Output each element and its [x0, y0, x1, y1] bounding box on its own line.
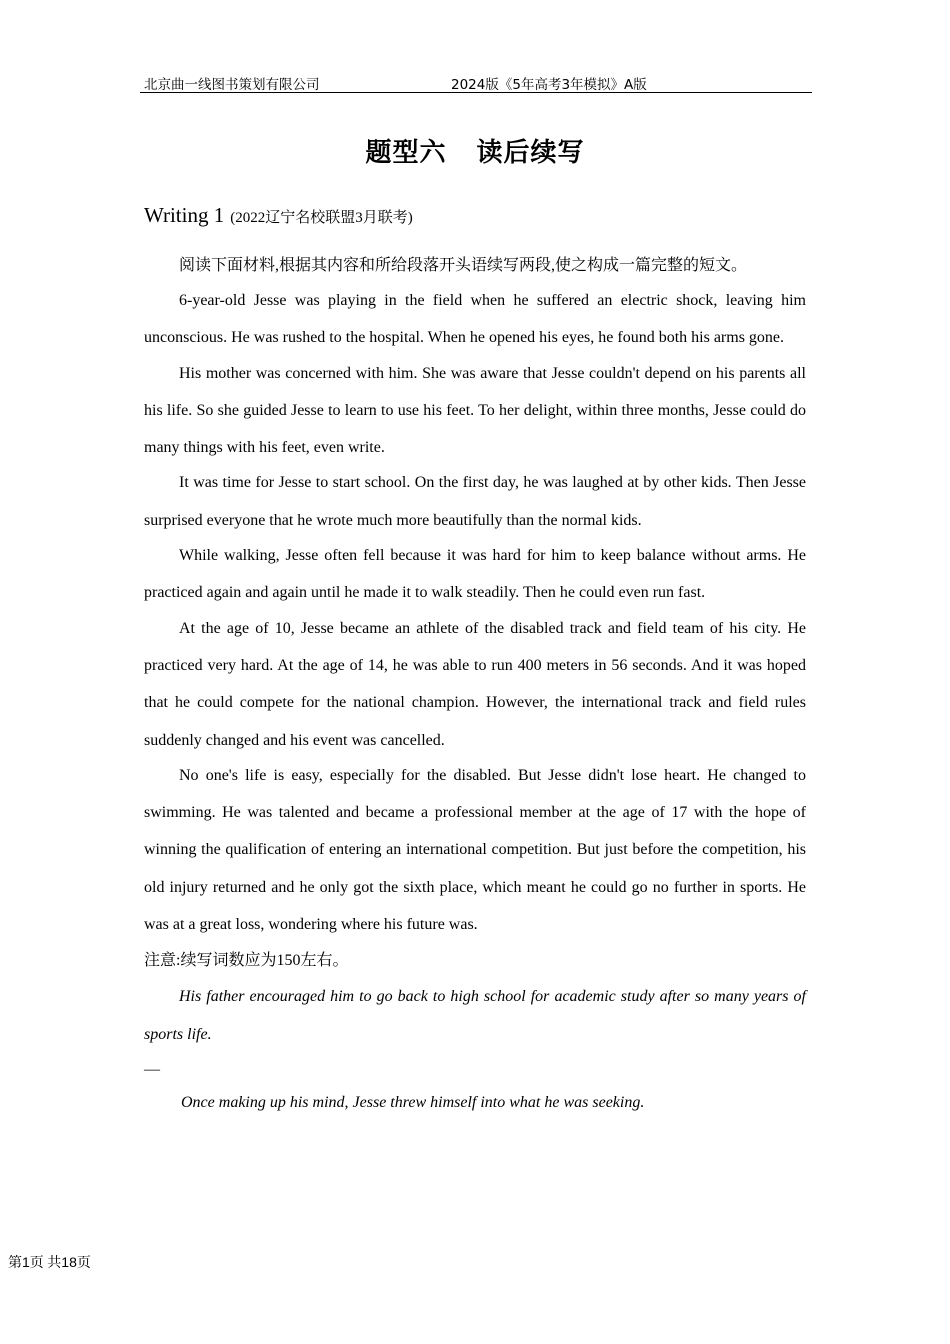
writing-heading: [144, 203, 413, 228]
story-paragraph: His mother was concerned with him. She was aware that Jesse couldn't depend on his parents all his life. So she guided Jesse to learn to use his feet. To her delight, within three months, Jesse could do many things with his feet, even write.: [144, 364, 806, 457]
instruction-text: 阅读下面材料,根据其内容和所给段落开头语续写两段,使之构成一篇完整的短文。: [179, 257, 748, 274]
continuation-opening-2: Once making up his mind, Jesse threw himself into what he was seeking.: [181, 1093, 645, 1111]
document-body: [144, 250, 806, 1119]
writing-label: Writing 1: [144, 203, 225, 227]
story-paragraph: It was time for Jesse to start school. On the first day, he was laughed at by other kids. Then Jesse surprised everyone that he wrote much more beautifully than the normal kids.: [144, 474, 806, 529]
story-paragraph: No one's life is easy, especially for the disabled. But Jesse didn't lose heart. He changed to swimming. He was talented and became a professional member at the age of 17 with the hope of winning the qualification of entering an international competition. But just before the competition, his old injury returned and he only got the sixth place, which meant he could go no further in sports. He was at a great loss, wondering where his future was.: [144, 766, 806, 934]
footer-total-pages: 18: [61, 1254, 77, 1270]
book-edition: 2024版《5年高考3年模拟》A版: [451, 77, 647, 93]
answer-line: —: [144, 1060, 160, 1078]
page-footer: [8, 1252, 91, 1272]
publisher-name: 北京曲一线图书策划有限公司: [144, 77, 320, 93]
footer-middle: 页 共: [29, 1256, 62, 1271]
title-part-1: 题型六: [365, 138, 447, 168]
story-paragraph: At the age of 10, Jesse became an athlete of the disabled track and field team of his city. He practiced very hard. At the age of 14, he was able to run 400 meters in 56 seconds. And it was hoped that he could compete for the national champion. However, the international track and field rules suddenly changed and his event was cancelled.: [144, 619, 806, 749]
continuation-opening-1: His father encouraged him to go back to high school for academic study after so many years of sports life.: [144, 988, 806, 1043]
title-part-2: 读后续写: [476, 138, 585, 168]
writing-source: (2022辽宁名校联盟3月联考): [230, 210, 413, 226]
footer-page-number: 1: [22, 1254, 30, 1270]
footer-suffix: 页: [76, 1256, 91, 1271]
footer-prefix: 第: [8, 1256, 22, 1271]
page-title: [0, 132, 950, 169]
story-paragraph: While walking, Jesse often fell because it was hard for him to keep balance without arms. He practiced again and again until he made it to walk steadily. Then he could even run fast.: [144, 547, 806, 602]
word-count-note: 注意:续写词数应为150左右。: [144, 952, 349, 970]
page-header: [140, 70, 812, 93]
story-paragraph: 6-year-old Jesse was playing in the field when he suffered an electric shock, leaving him unconscious. He was rushed to the hospital. When he opened his eyes, he found both his arms gone.: [144, 292, 806, 347]
